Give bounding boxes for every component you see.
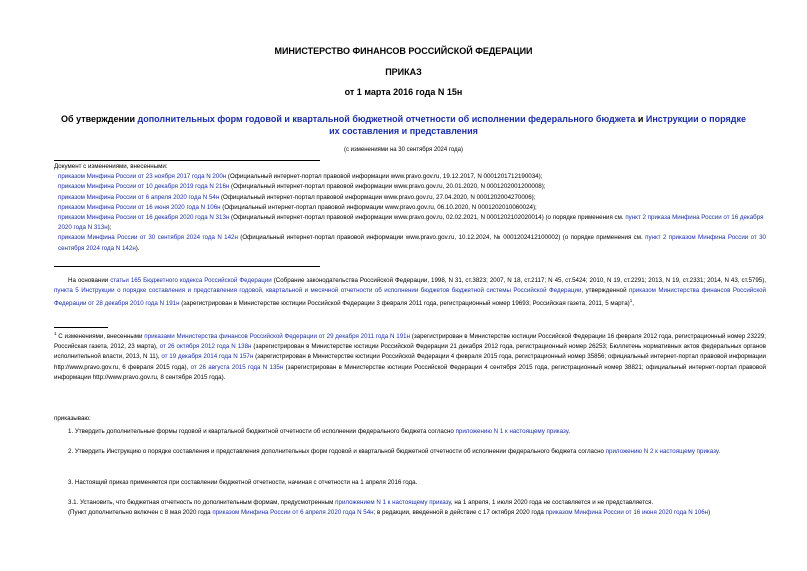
footnote-text: (зарегистрирован в Министерстве юстиции Российской Федерации 4 февраля 2015 года, регистрационный номер 35856; официальный интернет-портал правовой информации http://www.pravo.gov.ru, 6 февраля 2015 года), [54,353,766,371]
doc-type: ПРИКАЗ [385,67,422,77]
order-text: 3.1. Установить, что бюджетная отчетность по дополнительным формам, предусмотренным [68,499,336,506]
changes-block [54,162,766,254]
order-item-3: 3. Настоящий приказ применяется при составлении бюджетной отчетности, начиная с отчетности на 1 апреля 2016 года. [68,479,418,486]
footnote-link[interactable]: от 26 октября 2012 года N 138н [159,343,252,351]
change-link[interactable]: приказом Минфина России от 6 апреля 2020 года N 54н [58,193,220,201]
note-text: ) [708,509,711,516]
change-link[interactable]: приказом Минфина России от 10 декабря 2019 года N 216н [58,183,230,191]
footnote-ref: 1 [629,298,633,304]
basis-text: , утвержденной [581,287,629,295]
ministry-heading: МИНИСТЕРСТВО ФИНАНСОВ РОССИЙСКОЙ ФЕДЕРАЦИИ [274,46,533,56]
basis-text: На основании [68,277,111,284]
prikazyvayu: приказываю: [54,415,91,422]
change-link[interactable]: приказом Минфина России от 16 декабря 2020 года N 313н [58,214,230,222]
change-text: (Официальный интернет-портал правовой информации www.pravo.gov.ru, 02.02.2021, N 0001202102020014) (о порядке применения см. [229,214,626,222]
footnote-text: (зарегистрирован в Министерстве юстиции Российской Федерации 21 декабря 2012 года, регистрационный номер 26253; Бюллетень нормативных актов федеральных органов исполнительной власти, 2013, N 11), [54,343,766,361]
order-item-3-1 [54,498,766,508]
appendix-1-link[interactable]: приложением N 1 к настоящему приказу [335,499,451,506]
changes-heading: Документ с изменениями, внесенными: [54,163,168,170]
change-link[interactable]: приказом Минфина России от 30 сентября 2024 года N 142н [58,234,238,242]
title-mid: и [635,114,646,124]
change-text: (Официальный интернет-портал правовой информации www.pravo.gov.ru, 27.04.2020, N 0001202004270006); [219,193,536,201]
footnote-text: (зарегистрирован в Министерстве юстиции Российской Федерации 16 февраля 2012 года, регистрационный номер 23229; Российская газета, 2012, 23 марта), [54,333,766,351]
doc-date: от 1 марта 2016 года N 15н [344,87,463,97]
change-tail: ). [135,244,140,252]
note-text: (Пункт дополнительно включен с 8 мая 2020 года [68,509,213,516]
title-prefix: Об утверждении [61,114,138,124]
note-link[interactable]: приказом Минфина России от 6 апреля 2020 года N 54н [212,509,374,516]
order-item-3-1-note [54,508,766,518]
change-link[interactable]: приказом Минфина России от 23 ноября 2017 года N 200н [58,173,227,181]
change-item [54,193,766,203]
change-item [54,233,766,253]
change-text: (Официальный интернет-портал правовой информации www.pravo.gov.ru, 20.01.2020, N 0001202001200008); [229,183,546,191]
order-item-1 [54,427,766,437]
change-item [54,213,766,233]
change-text: (Официальный интернет-портал правовой информации www.pravo.gov.ru, 19.12.2017, N 0001201712190034); [226,173,543,181]
change-text: (Официальный интернет-портал правовой информации www.pravo.gov.ru, 06.10.2020, N 0001202010060024); [220,203,537,211]
basis-link-budget-code[interactable]: статьи 165 Бюджетного кодекса Российской Федерации [110,277,272,284]
footnote [54,329,766,383]
appendix-1-link[interactable]: приложению N 1 к настоящему приказу [455,428,569,435]
basis-text: , [632,300,634,308]
change-item [54,203,766,213]
title-link-instruction[interactable]: Инструкции о порядке их составления и представления [329,114,746,136]
note-text: ; в редакции, введенной в действие с 17 октября 2020 года [373,509,546,516]
order-text: , на 1 апреля, 1 июля 2020 года не составляется и не представляется. [450,499,654,506]
basis-link-order[interactable]: приказом Министерства финансов Российской Федерации от 28 декабря 2010 года N 191н [54,287,766,308]
footnote-text: С изменениями, внесенными [58,333,145,341]
footnote-rule [54,327,108,328]
change-usage-link[interactable]: пункт 2 приказом Минфина России от 30 сентября 2024 года N 142н [58,234,766,252]
divider-top [54,160,320,161]
change-item [54,182,766,192]
basis-text: (зарегистрирован в Министерстве юстиции Российской Федерации 3 февраля 2011 года, регистрационный номер 19693; Российская газета, 2011, 5 марта) [179,300,630,308]
footnote-marker: 1 [54,331,57,336]
footnote-link[interactable]: от 19 декабря 2014 года N 157н [161,353,254,361]
basis-link-instruction[interactable]: пункта 5 Инструкции о порядке составления и представления годовой, квартальной и месячной отчетности об исполнении бюджетов бюджетной системы Российской Федерации [54,287,582,295]
change-tail: ); [107,224,112,232]
order-text: 1. Утвердить дополнительные формы годовой и квартальной бюджетной отчетности об исполнении федерального бюджета согласно [68,428,456,435]
basis-text: (Собрание законодательства Российской Федерации, 1998, N 31, ст.3823; 2007, N 18, ст.2117; N 45, ст.5424; 2010, N 19, ст.2291; 2013, N 19, ст.2331; 2014, N 43, ст.5795), [271,277,766,284]
basis-paragraph [54,276,766,310]
changes-note: (с изменениями на 30 сентября 2024 года) [344,147,463,153]
footnote-link[interactable]: приказами Министерства финансов Российской Федерации от 29 декабря 2011 года N 191н [144,333,410,341]
divider-mid [54,266,320,267]
change-link[interactable]: приказом Минфина России от 16 июня 2020 года N 106н [58,203,221,211]
title-link-forms[interactable]: дополнительных форм годовой и квартальной бюджетной отчетности об исполнении федерального бюджета [137,114,636,124]
appendix-2-link[interactable]: приложению N 2 к настоящему приказу [605,448,719,455]
order-text: 2. Утвердить Инструкцию о порядке составления и представления дополнительных форм годовой и квартальной бюджетной отчетности об исполнении федерального бюджета согласно [68,448,606,455]
footnote-text: (зарегистрирован в Министерстве юстиции Российской Федерации 4 сентября 2015 года, регистрационный номер 38821; официальный интернет-портал правовой информации http://www.pravo.gov.ru, 8 сентября 2015 года). [54,363,766,381]
change-item [54,172,766,182]
order-text: . [568,428,570,435]
document-title [60,113,747,137]
footnote-link[interactable]: от 26 августа 2015 года N 135н [190,363,284,371]
change-usage-link[interactable]: пункт 2 приказа Минфина России от 16 декабря 2020 года N 313н [58,214,764,232]
note-link[interactable]: приказом Минфина России от 16 июня 2020 года N 106н [545,509,709,516]
order-item-2 [54,447,766,457]
order-text: . [718,448,721,455]
change-text: (Официальный интернет-портал правовой информации www.pravo.gov.ru, 10.12.2024, № 0001202412100002) (о порядке применения см. [237,234,646,242]
